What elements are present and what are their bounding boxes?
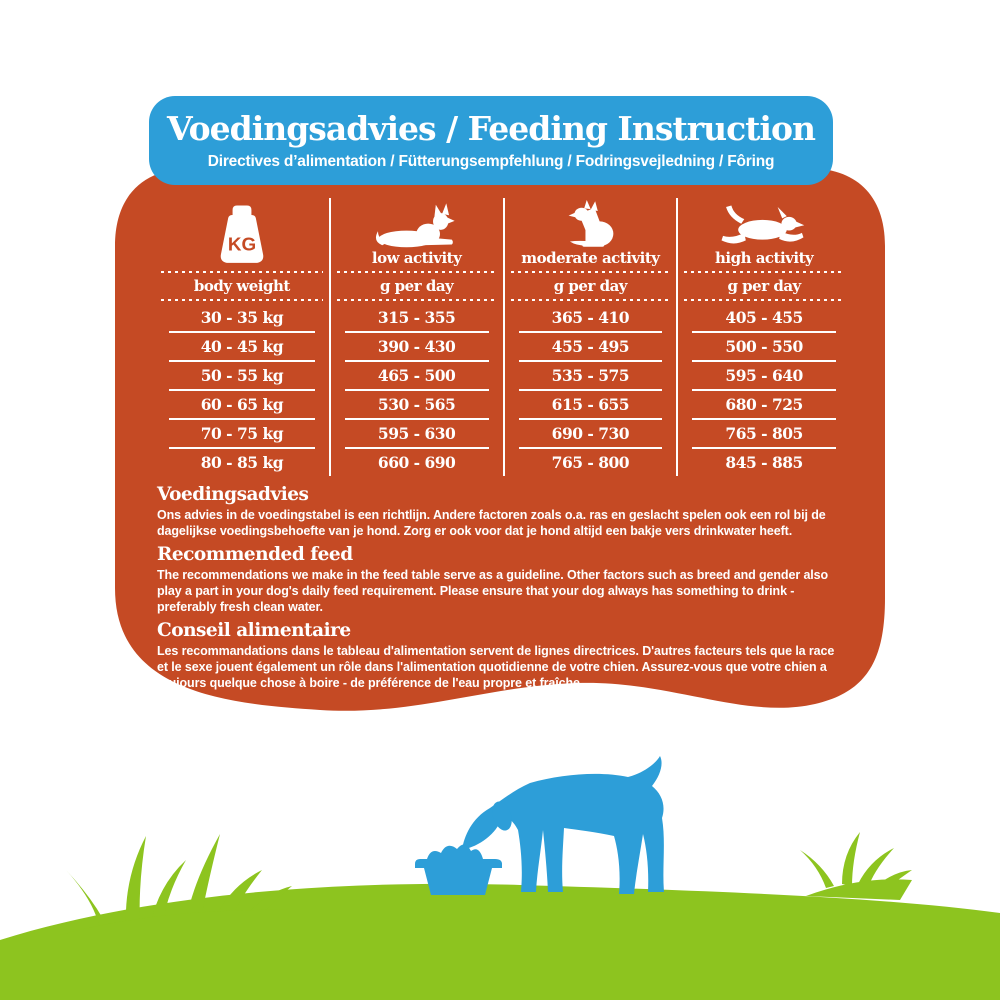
dog-lying-icon — [331, 198, 503, 248]
low-activity-cell: 390 - 430 — [377, 337, 456, 356]
advisory-notes — [155, 484, 850, 691]
column-low-activity — [329, 198, 503, 476]
column-moderate-activity — [503, 198, 677, 476]
low-activity-label: low activity — [371, 249, 462, 267]
unit-header: g per day — [727, 277, 801, 295]
high-activity-cell: 680 - 725 — [725, 395, 803, 414]
kg-weight-icon — [155, 198, 329, 268]
unit-header: g per day — [379, 277, 454, 295]
moderate-activity-cell: 455 - 495 — [551, 337, 630, 356]
bottom-scene — [0, 750, 1000, 1000]
grass-tuft-right-icon — [800, 832, 912, 900]
high-activity-label: high activity — [714, 249, 814, 267]
weight-cell: 80 - 85 kg — [200, 453, 284, 472]
moderate-activity-cell: 365 - 410 — [551, 308, 630, 327]
column-high-activity — [676, 198, 850, 476]
moderate-activity-cell: 615 - 655 — [551, 395, 630, 414]
high-activity-cell: 500 - 550 — [725, 337, 803, 356]
body-weight-header: body weight — [193, 277, 290, 295]
low-activity-cell: 530 - 565 — [377, 395, 456, 414]
dog-eating-illustration — [462, 756, 664, 894]
weight-cell: 30 - 35 kg — [200, 308, 284, 327]
dashed-divider — [684, 299, 844, 301]
moderate-activity-label: moderate activity — [521, 249, 660, 267]
feeding-table-panel — [115, 168, 885, 714]
weight-cell: 70 - 75 kg — [200, 424, 284, 443]
dashed-divider — [511, 299, 671, 301]
high-activity-cell: 845 - 885 — [725, 453, 803, 472]
header-banner — [149, 96, 833, 185]
high-activity-cell: 405 - 455 — [725, 308, 803, 327]
feeding-table — [155, 198, 850, 476]
moderate-activity-cell: 690 - 730 — [551, 424, 630, 443]
page-title: Voedingsadvies / Feeding Instruction — [167, 108, 815, 148]
moderate-activity-cell: 765 - 800 — [551, 453, 630, 472]
dashed-divider — [511, 271, 671, 273]
unit-header: g per day — [553, 277, 628, 295]
dashed-divider — [337, 271, 497, 273]
note-body-dutch: Ons advies in de voedingstabel is een richtlijn. Andere factoren zoals o.a. ras en geslacht spelen ook een rol bij de dagelijkse voedingsbehoefte van je hond. Zorg er ook voor dat je hond altijd een bakje vers drinkwater heeft. — [157, 508, 826, 538]
low-activity-cell: 465 - 500 — [377, 366, 456, 385]
note-body-english: The recommendations we make in the feed table serve as a guideline. Other factors such as breed and gender also play a part in your dog's daily feed requirement. Please ensure that your dog always has something to drink - preferably fresh clean water. — [157, 568, 829, 614]
high-activity-cell: 765 - 805 — [725, 424, 803, 443]
weight-cell: 60 - 65 kg — [200, 395, 284, 414]
high-activity-cell: 595 - 640 — [725, 366, 803, 385]
page-subtitle: Directives d’alimentation / Fütterungsempfehlung / Fodringsvejledning / Fôring — [207, 153, 775, 171]
dashed-divider — [684, 271, 844, 273]
note-heading-dutch: Voedingsadvies — [157, 484, 309, 505]
column-body-weight — [155, 198, 329, 476]
dog-sitting-icon — [505, 198, 677, 248]
note-heading-english: Recommended feed — [157, 544, 353, 565]
low-activity-cell: 315 - 355 — [377, 308, 456, 327]
low-activity-cell: 595 - 630 — [377, 424, 456, 443]
dashed-divider — [161, 271, 323, 273]
moderate-activity-cell: 535 - 575 — [551, 366, 630, 385]
weight-cell: 50 - 55 kg — [200, 366, 284, 385]
kg-badge-label: KG — [227, 233, 257, 255]
low-activity-cell: 660 - 690 — [377, 453, 456, 472]
dog-running-icon — [678, 198, 850, 248]
grass-hill-illustration — [0, 884, 1000, 1000]
note-body-french: Les recommandations dans le tableau d'alimentation servent de lignes directrices. D'autres facteurs tels que la race et le sexe jouent également un rôle dans l'alimentation quotidienne de votre chien. Assurez-vous que votre chien a toujours quelque chose à boire - de préférence de l'eau propre et fraîche. — [157, 644, 835, 690]
dashed-divider — [337, 299, 497, 301]
weight-cell: 40 - 45 kg — [200, 337, 284, 356]
dashed-divider — [161, 299, 323, 301]
note-heading-french: Conseil alimentaire — [157, 620, 351, 641]
